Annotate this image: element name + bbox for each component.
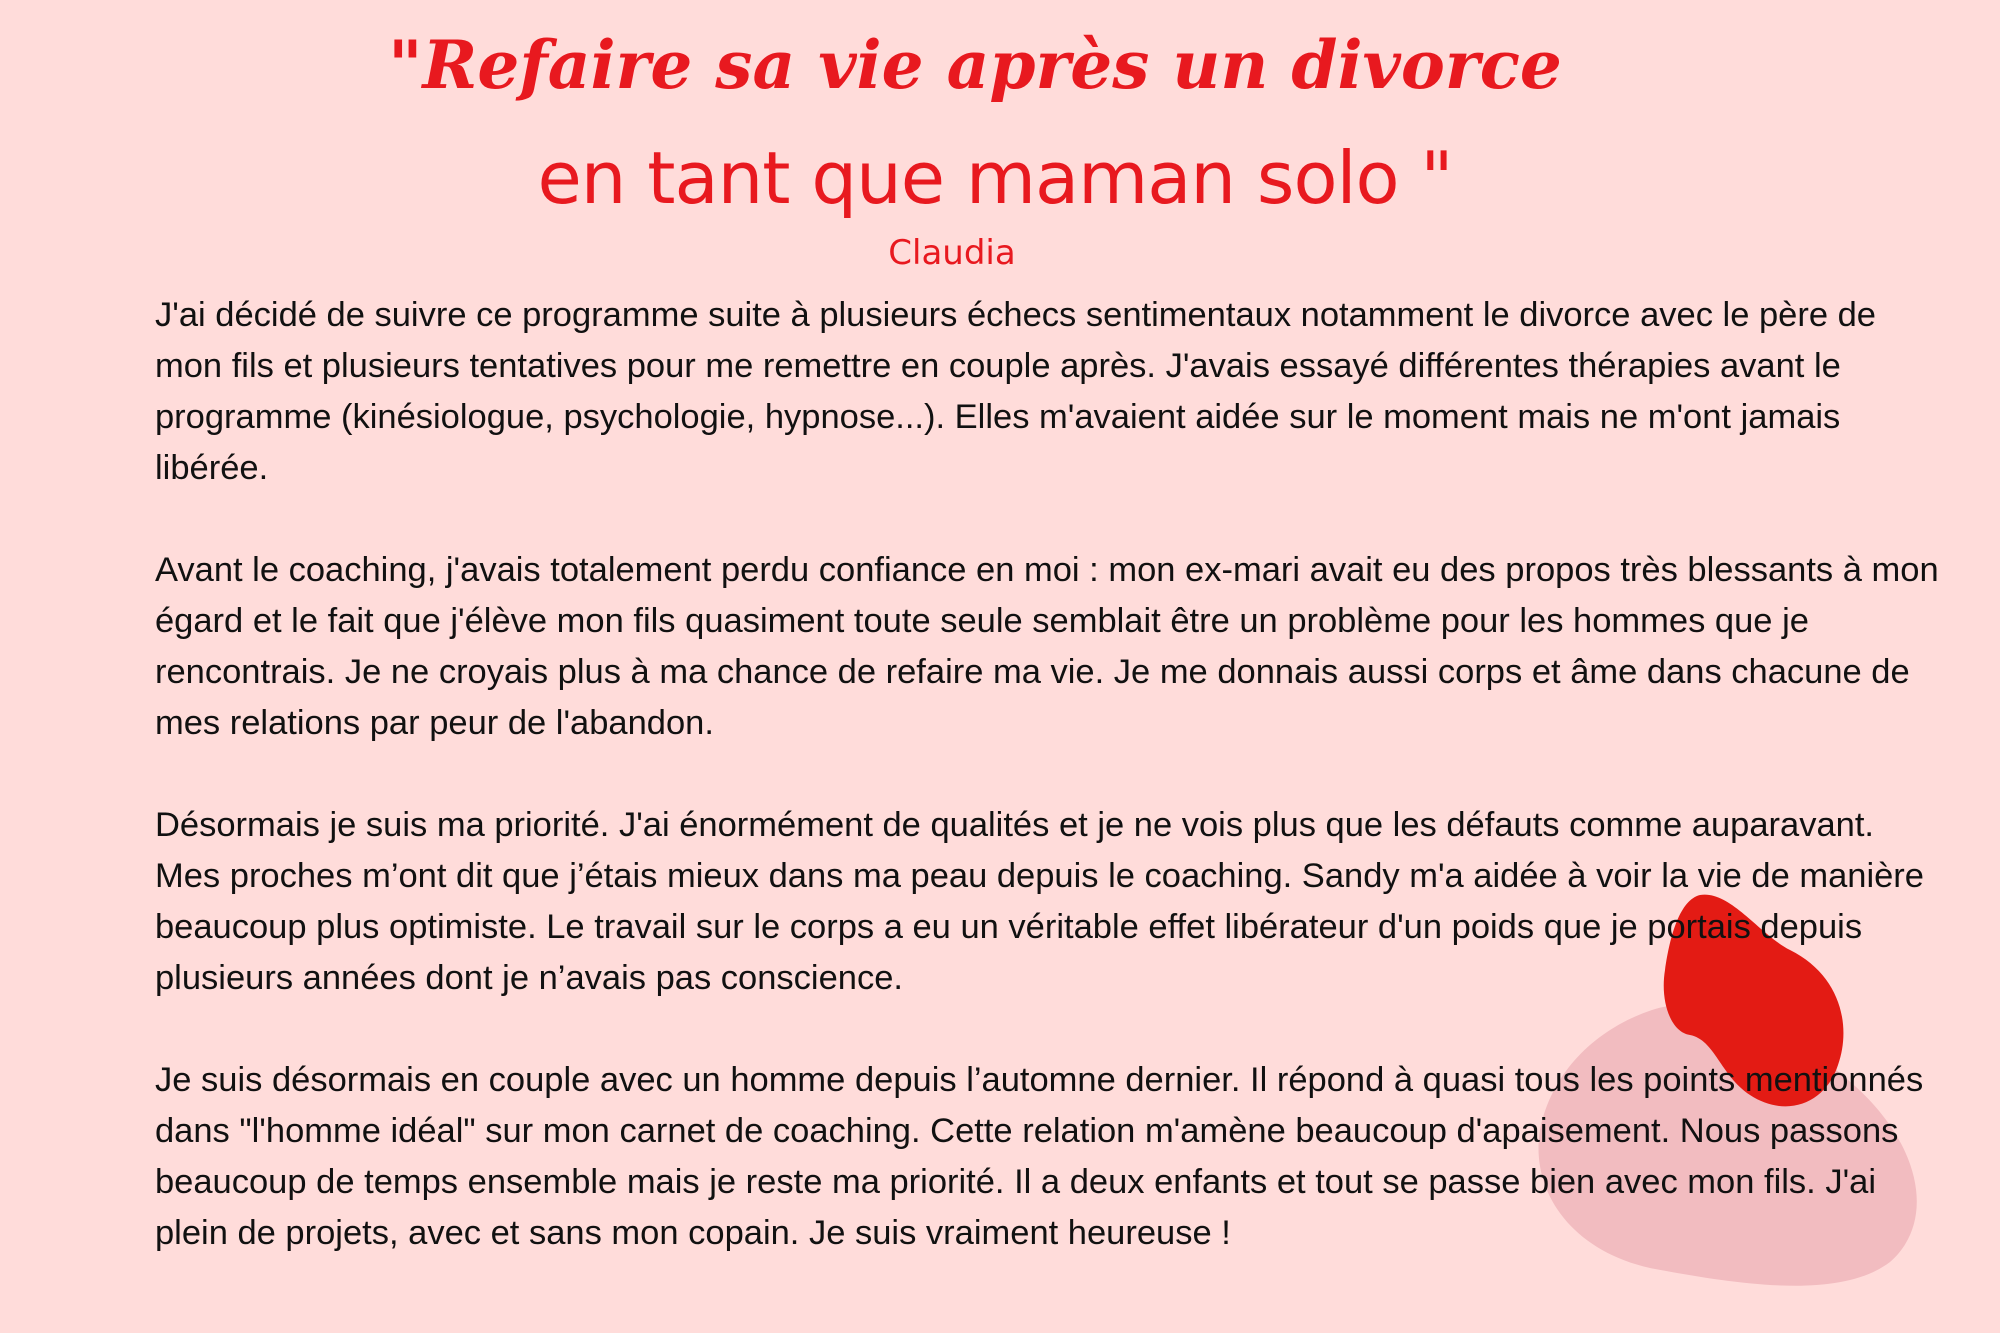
- paragraph-4: Je suis désormais en couple avec un homme depuis l’automne dernier. Il répond à quasi tous les points mentionnés dans "l'homme idéal" sur mon carnet de coaching. Cette relation m'amène beaucoup d'apaisement. Nous passons beaucoup de temps ensemble mais je reste ma priorité. Il a deux enfants et tout se passe bien avec mon fils. J'ai plein de projets, avec et sans mon copain. Je suis vraiment heureuse !: [155, 1061, 1924, 1252]
- author-name: Claudia: [888, 233, 1016, 273]
- page-title: "Refaire sa vie après un divorce: [388, 26, 1562, 104]
- paragraph-3: Désormais je suis ma priorité. J'ai énormément de qualités et je ne vois plus que les défauts comme auparavant. Mes proches m’ont dit que j’étais mieux dans ma peau depuis le coaching. Sandy m'a aidée à voir la vie de manière beaucoup plus optimiste. Le travail sur le corps a eu un véritable effet libérateur d'un poids que je portais depuis plusieurs années dont je n’avais pas conscience.: [155, 806, 1924, 997]
- page-subtitle: en tant que maman solo ": [537, 136, 1453, 220]
- paragraph-2: Avant le coaching, j'avais totalement perdu confiance en moi : mon ex-mari avait eu des propos très blessants à mon égard et le fait que j'élève mon fils quasiment toute seule semblait être un problème pour les hommes que je rencontrais. Je ne croyais plus à ma chance de refaire ma vie. Je me donnais aussi corps et âme dans chacune de mes relations par peur de l'abandon.: [155, 551, 1939, 742]
- testimonial-body: [155, 290, 1945, 1259]
- paragraph-1: J'ai décidé de suivre ce programme suite à plusieurs échecs sentimentaux notamment le divorce avec le père de mon fils et plusieurs tentatives pour me remettre en couple après. J'avais essayé différentes thérapies avant le programme (kinésiologue, psychologie, hypnose...). Elles m'avaient aidée sur le moment mais ne m'ont jamais libérée.: [155, 296, 1876, 487]
